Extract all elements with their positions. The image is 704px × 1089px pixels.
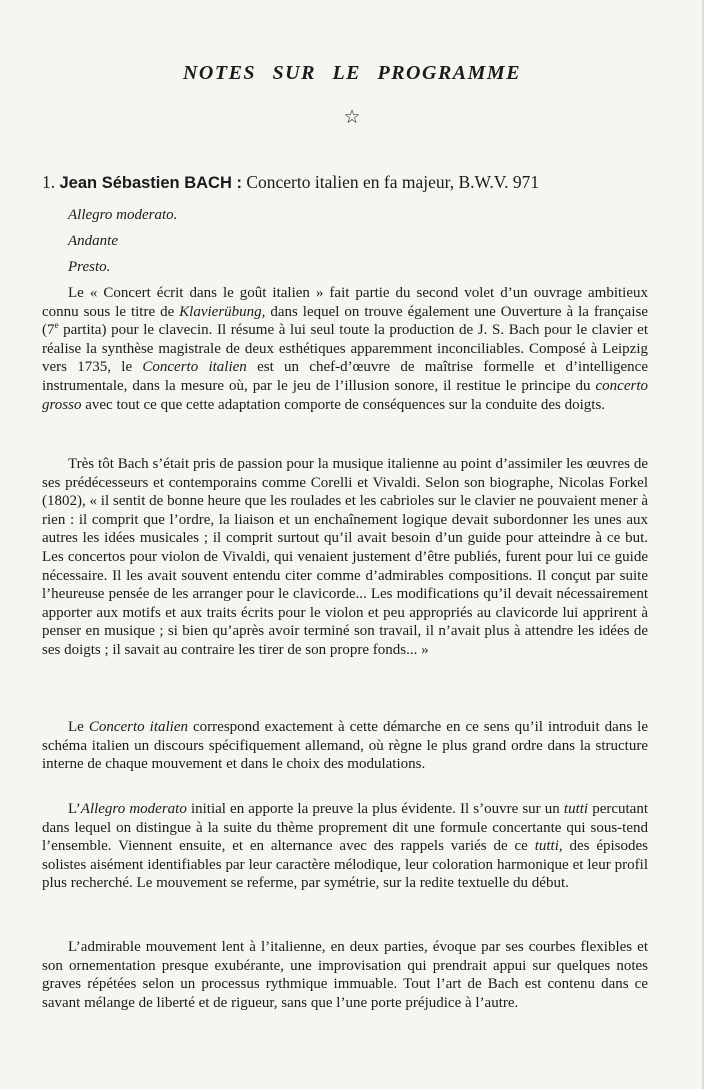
page-title: NOTES SUR LE PROGRAMME [182,62,522,84]
text-run: dans lequel on trouve également une Ouverture à la française (7 [42,303,648,339]
movement-item: Andante [68,233,118,249]
italic-run: Klavierübung, [179,303,266,320]
star-ornament-icon: ☆ [343,107,361,128]
italic-run: concerto grosso [42,377,648,413]
paragraph-3 [42,718,648,774]
text-run: des épisodes solistes aisément identifiables par leur caractère mélodique, leur coloration harmonique et leur profil plus recherché. Le mouvement se referme, par symétrie, sur la redite textuelle du début. [42,838,648,892]
paragraph-2 [42,455,648,660]
superscript: e [54,320,59,331]
paragraph-5 [42,938,648,1012]
text-run: correspond exactement à cette démarche en ce sens qu’il introduit dans le schéma italien un discours spécifiquement allemand, où règne le plus grand ordre dans la structure interne de chaque mouvement et dans le choix des modulations. [42,719,648,773]
movement-item: Allegro moderato. [68,207,178,223]
text-run: Le « Concert écrit dans le goût italien » fait partie du second volet d’un ouvrage ambitieux connu sous le titre de [42,285,648,320]
piece-number: 1. [42,172,56,192]
text-run: percutant dans lequel on distingue à la suite du thème proprement dit une formule concertante qui sous-tend l’ensemble. Viennent ensuite, et en alternance avec des rappels variés de ce [42,801,648,855]
italic-run: Concerto italien [142,359,247,376]
piece-heading [42,172,539,193]
italic-run: Concerto italien [88,719,189,735]
movement-list [68,202,177,280]
text-run: L’ [68,801,81,817]
paragraph-text: L’admirable mouvement lent à l’italienne, en deux parties, évoque par ses courbes flexibles et son ornementation presque exubérante, une improvisation qui prendrait appui sur quelques notes graves répétées selon un processus rythmique immuable. Tout l’art de Bach est contenu dans ce savant mélange de liberté et de rigueur, sans que l’une porte préjudice à l’autre. [42,939,648,1011]
text-run: Le [68,719,89,735]
movement-item: Presto. [68,259,111,275]
composer-name: Jean Sébastien BACH : [59,174,242,192]
text-run: est un chef-d’œuvre de maîtrise formelle et d’intelligence instrumentale, dans la mesure où, par le jeu de l’illusion sonore, il restitue le principe du [42,359,648,394]
italic-run: Allegro moderato [80,801,187,817]
text-run: partita) pour le clavecin. Il résume à lui seul toute la production de J. S. Bach pour le clavier et réalise la synthèse magistrale de deux esthétiques apparemment inconciliables. Composé à Leipzig vers 1735, le [42,322,648,376]
paragraph-text: Très tôt Bach s’était pris de passion pour la musique italienne au point d’assimiler les œuvres de ses prédécesseurs et contemporains comme Corelli et Vivaldi. Selon son biographe, Nicolas Forkel (1802), « il sentit de bonne heure que les roulades et les cabrioles sur le clavier ne pouvaient mener à rien : il comprit que l’ordre, la liaison et un enchaînement logique devait subordonner les unes aux autres les idées musicales ; il comprit surtout qu’il avait besoin d’un guide pour atteindre à ce but. Les concertos pour violon de Vivaldi, qui venaient justement d’être publiés, furent pour lui ce guide nécessaire. Il les avait souvent entendu citer comme d’admirables compositions. Il conçut par suite l’heureuse pensée de les arranger pour le clavicorde... Les modifications qu’il devait nécessairement apporter aux motifs et aux traits écrits pour le violon et peu appropriés au clavicorde lui apprirent à penser en musique ; si bien qu’après avoir terminé son travail, il n’avait plus à attendre les idées de ses doigts ; il savait au contraire les tirer de son propre fonds... » [42,456,648,658]
italic-run: tutti, [534,838,563,855]
text-run: initial en apporte la preuve la plus évidente. Il s’ouvre sur un [186,801,564,817]
paragraph-4 [42,800,648,893]
paragraph-1 [42,284,648,414]
work-title: Concerto italien en fa majeur, B.W.V. 971 [246,172,540,192]
text-run: avec tout ce que cette adaptation comporte de conséquences sur la conduite des doigts. [81,396,606,413]
italic-run: tutti [563,801,589,817]
